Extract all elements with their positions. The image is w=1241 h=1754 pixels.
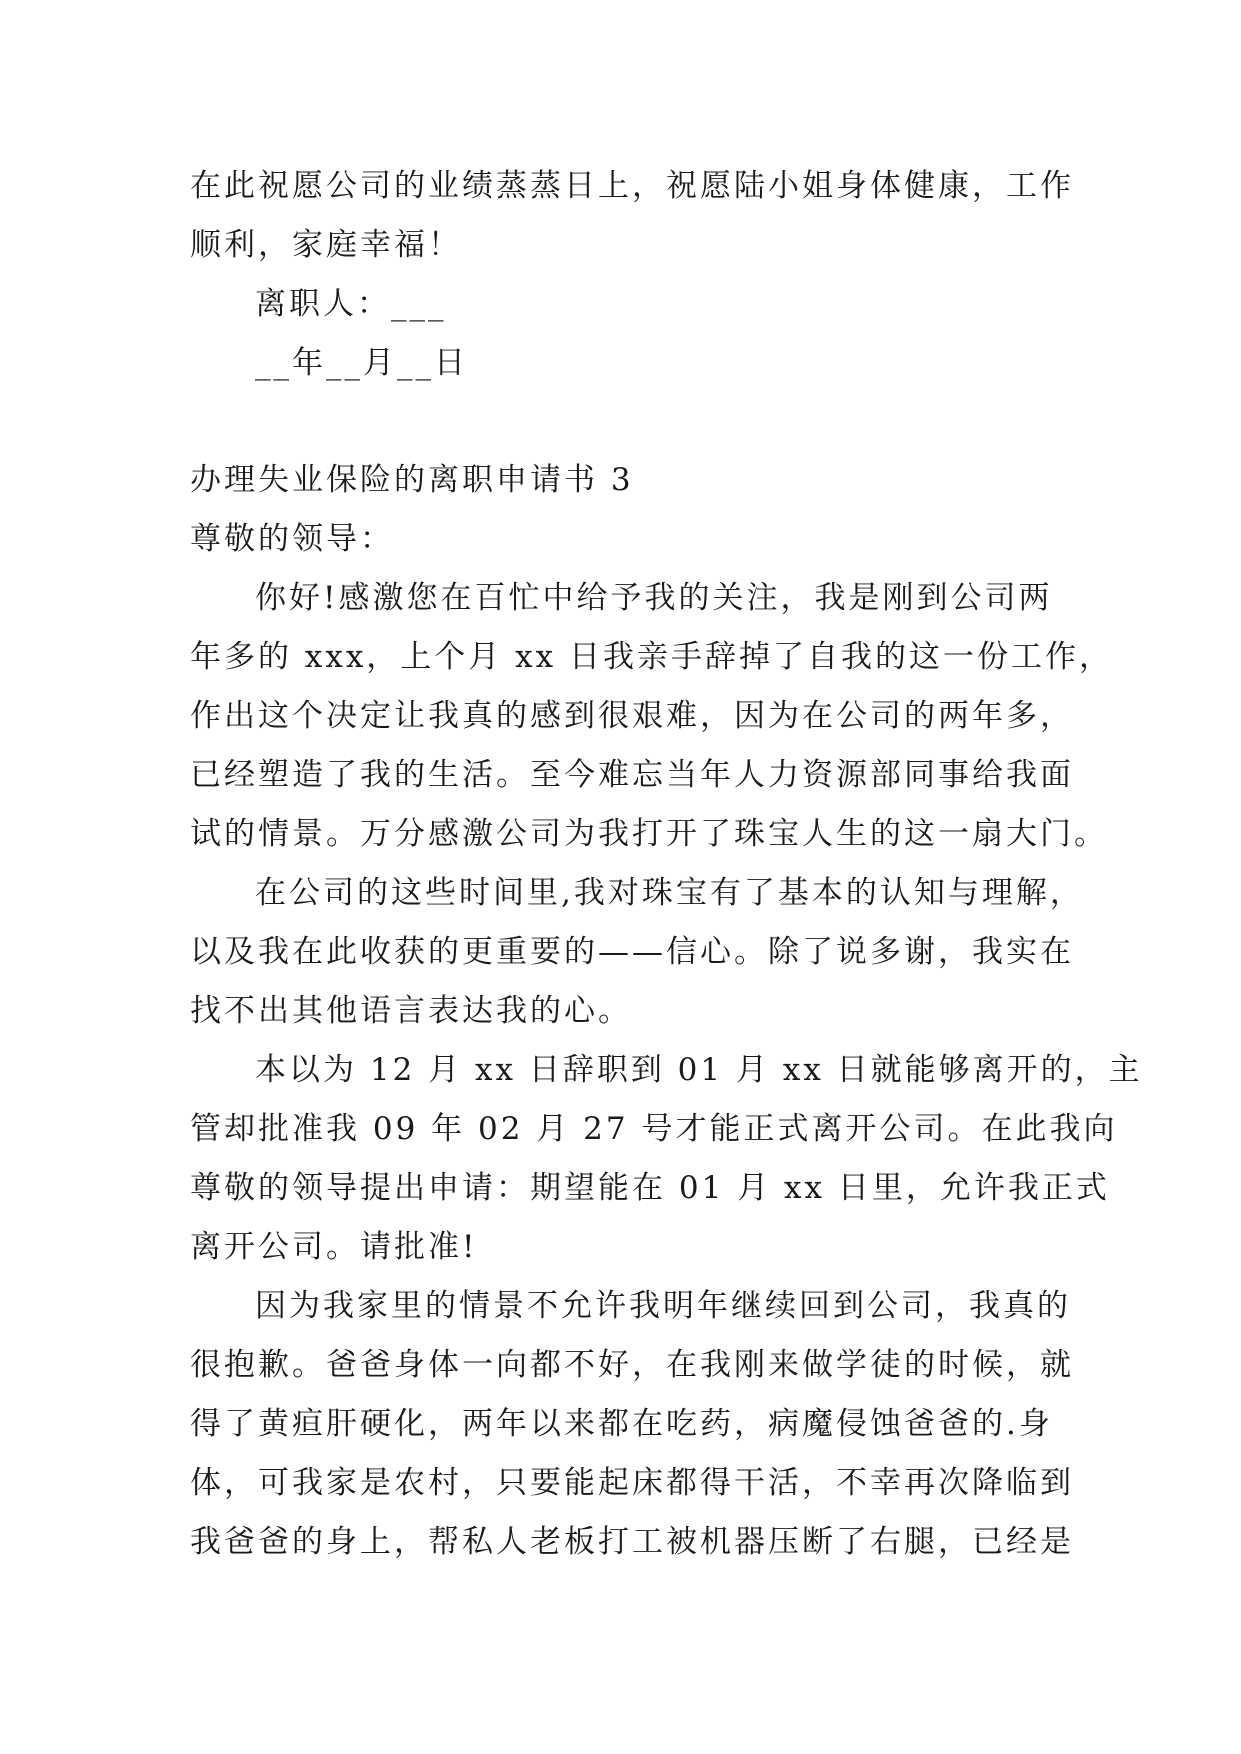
paragraph-line: 在此祝愿公司的业绩蒸蒸日上，祝愿陆小姐身体健康，工作 xyxy=(190,168,1074,204)
paragraph-line: 作出这个决定让我真的感到很艰难，因为在公司的两年多， xyxy=(190,698,1074,734)
paragraph-line: 本以为 12 月 xx 日辞职到 01 月 xx 日就能够离开的，主 xyxy=(255,1052,1143,1088)
paragraph-line: 得了黄疸肝硬化，两年以来都在吃药，病魔侵蚀爸爸的.身 xyxy=(190,1406,1053,1442)
paragraph-line: 试的情景。万分感激公司为我打开了珠宝人生的这一扇大门。 xyxy=(190,816,1108,852)
section-title: 办理失业保险的离职申请书 3 xyxy=(190,462,634,498)
paragraph-line: 年多的 xxx，上个月 xx 日我亲手辞掉了自我的这一份工作， xyxy=(190,639,1113,675)
paragraph-line: 尊敬的领导提出申请：期望能在 01 月 xx 日里，允许我正式 xyxy=(190,1170,1110,1206)
date-line: __年__月__日 xyxy=(255,345,468,381)
paragraph-line: 我爸爸的身上，帮私人老板打工被机器压断了右腿，已经是 xyxy=(190,1524,1074,1560)
paragraph-line: 离开公司。请批准! xyxy=(190,1229,478,1265)
paragraph-line: 以及我在此收获的更重要的——信心。除了说多谢，我实在 xyxy=(190,934,1074,970)
paragraph-line: 已经塑造了我的生活。至今难忘当年人力资源部同事给我面 xyxy=(190,757,1074,793)
paragraph-line: 找不出其他语言表达我的心。 xyxy=(190,993,632,1029)
paragraph-line: 管却批准我 09 年 02 月 27 号才能正式离开公司。在此我向 xyxy=(190,1111,1118,1147)
paragraph-line: 很抱歉。爸爸身体一向都不好，在我刚来做学徒的时候，就 xyxy=(190,1347,1074,1383)
paragraph-line: 在公司的这些时间里,我对珠宝有了基本的认知与理解， xyxy=(255,875,1084,911)
paragraph-line: 顺利，家庭幸福！ xyxy=(190,227,462,263)
paragraph-line: 因为我家里的情景不允许我明年继续回到公司，我真的 xyxy=(255,1288,1071,1324)
paragraph-line: 体，可我家是农村，只要能起床都得干活，不幸再次降临到 xyxy=(190,1465,1074,1501)
signer-line: 离职人：___ xyxy=(255,286,447,322)
salutation: 尊敬的领导： xyxy=(190,521,394,557)
paragraph-line: 你好!感激您在百忙中给予我的关注，我是刚到公司两 xyxy=(255,580,1053,616)
